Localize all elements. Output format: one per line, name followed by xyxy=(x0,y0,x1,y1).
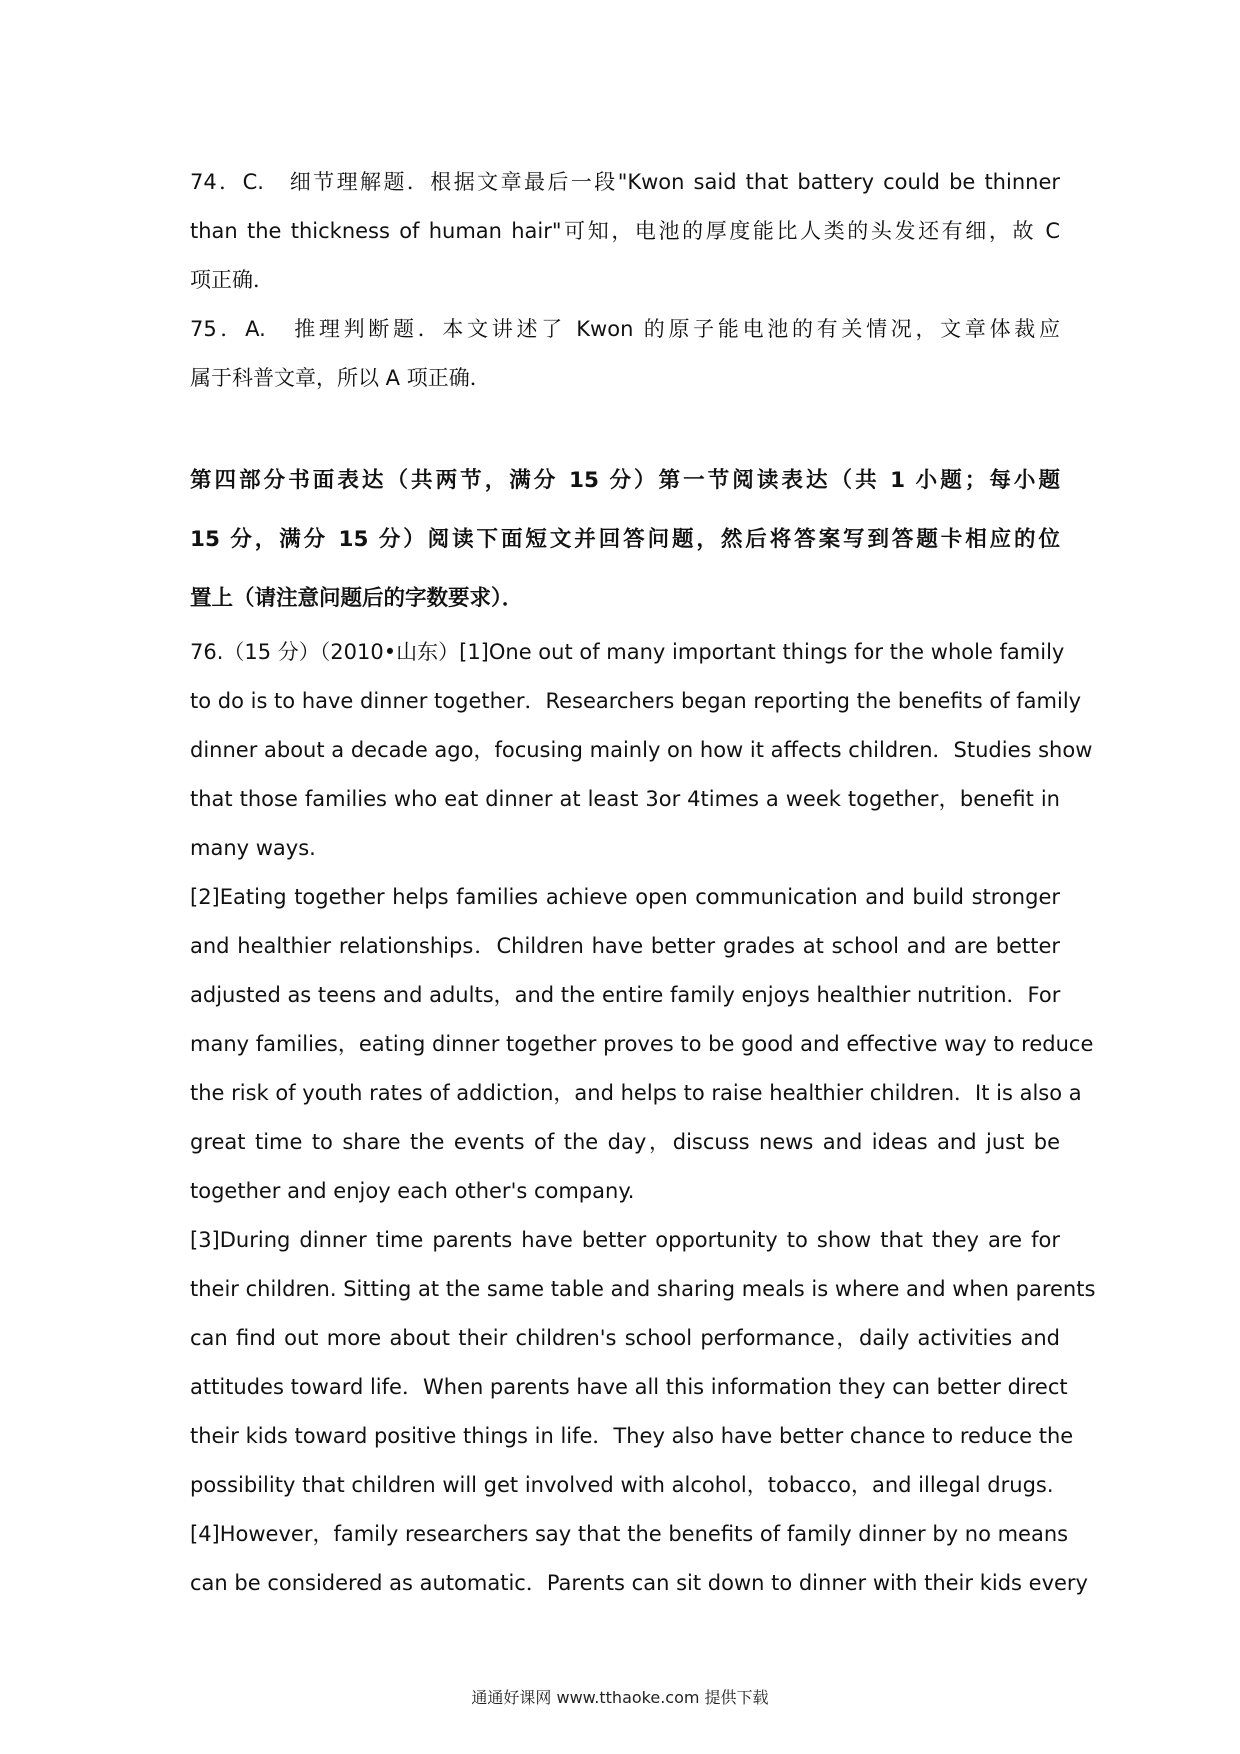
page-footer: 通通好课网 www.tthaoke.com 提供下载 xyxy=(471,1688,769,1707)
text-line: 74．C. 细节理解题．根据文章最后一段"Kwon said that battery could be thinner xyxy=(190,170,1060,194)
spacer xyxy=(190,403,1060,451)
passage-line: together and enjoy each other's company. xyxy=(190,1179,635,1203)
passage-line: and healthier relationships．Children have better grades at school and are better xyxy=(190,934,1060,958)
text-line: 75．A. 推理判断题．本文讲述了 Kwon 的原子能电池的有关情况，文章体裁应 xyxy=(190,317,1060,341)
document-page xyxy=(190,158,1096,1608)
passage-line: many ways. xyxy=(190,836,316,860)
passage-line: great time to share the events of the day，discuss news and ideas and just be xyxy=(190,1130,1060,1154)
passage-line: the risk of youth rates of addiction，and helps to raise healthier children．It is also a xyxy=(190,1081,1082,1105)
heading-line: 15 分，满分 15 分）阅读下面短文并回答问题，然后将答案写到答题卡相应的位 xyxy=(190,527,1060,552)
passage-line: to do is to have dinner together．Researchers began reporting the benefits of family xyxy=(190,689,1082,713)
passage-line: their kids toward positive things in life．They also have better chance to reduce the xyxy=(190,1424,1074,1448)
passage-line: [3]During dinner time parents have better opportunity to show that they are for xyxy=(190,1228,1060,1252)
text-line: than the thickness of human hair"可知，电池的厚度能比人类的头发还有细，故 C xyxy=(190,219,1060,243)
passage-line: that those families who eat dinner at least 3or 4times a week together，benefit in xyxy=(190,787,1060,811)
answer-74 xyxy=(190,158,1060,305)
heading-line: 第四部分书面表达（共两节，满分 15 分）第一节阅读表达（共 1 小题；每小题 xyxy=(190,468,1060,493)
heading-line: 置上（请注意问题后的字数要求）． xyxy=(190,586,524,611)
passage-line: dinner about a decade ago，focusing mainly on how it affects children．Studies show xyxy=(190,738,1093,762)
passage-line: 76.（15 分）（2010•山东）[1]One out of many important things for the whole family xyxy=(190,640,1065,664)
passage-line: [4]However，family researchers say that the benefits of family dinner by no means xyxy=(190,1522,1069,1546)
passage-line: possibility that children will get involved with alcohol，tobacco，and illegal drugs. xyxy=(190,1473,1054,1497)
passage-line: can find out more about their children's school performance，daily activities and xyxy=(190,1326,1060,1350)
section-heading xyxy=(190,451,1060,628)
passage-line: adjusted as teens and adults，and the entire family enjoys healthier nutrition．For xyxy=(190,983,1061,1007)
text-line: 项正确． xyxy=(190,268,274,292)
passage-line: attitudes toward life．When parents have all this information they can better direct xyxy=(190,1375,1068,1399)
text-line: 属于科普文章，所以 A 项正确． xyxy=(190,366,491,390)
passage-line: can be considered as automatic．Parents can sit down to dinner with their kids every xyxy=(190,1571,1088,1595)
passage-line: many families，eating dinner together proves to be good and effective way to reduce xyxy=(190,1032,1094,1056)
answer-75 xyxy=(190,305,1060,403)
passage-line: [2]Eating together helps families achieve open communication and build stronger xyxy=(190,885,1060,909)
reading-passage xyxy=(190,628,1096,1608)
passage-line: their children. Sitting at the same table and sharing meals is where and when parents xyxy=(190,1277,1096,1301)
